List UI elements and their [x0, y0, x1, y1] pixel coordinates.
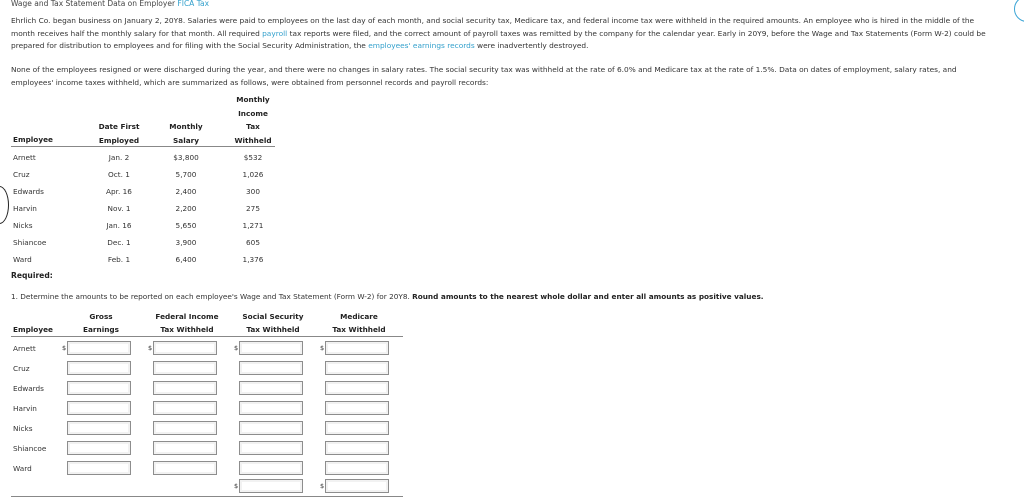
- medicare-total-input[interactable]: [325, 479, 389, 493]
- date-employed: Jan. 2: [108, 153, 130, 162]
- currency-symbol: $: [148, 344, 153, 352]
- currency-symbol: $: [234, 344, 239, 352]
- employee-name: Arnett: [13, 153, 36, 162]
- medicare-input[interactable]: [325, 421, 389, 435]
- answer-row: [11, 441, 403, 461]
- employee-name: Cruz: [13, 364, 30, 373]
- social-security-input[interactable]: [239, 361, 303, 375]
- header-employee: Employee: [13, 325, 53, 334]
- currency-symbol: $: [62, 344, 67, 352]
- currency-symbol: $: [320, 482, 325, 490]
- employee-name: Edwards: [13, 384, 44, 393]
- header-divider: [11, 146, 275, 147]
- question-1-instruction: Round amounts to the nearest whole dollar and enter all amounts as positive values.: [412, 292, 764, 301]
- answer-row: [11, 341, 403, 361]
- monthly-salary: 2,200: [175, 204, 197, 213]
- medicare-input[interactable]: [325, 381, 389, 395]
- problem-paragraph-2: None of the employees resigned or were discharged during the year, and there were no changes in salary rates. The social security tax was withheld at the rate of 6.0% and Medicare tax at the rate of 1.5%. Data on dates of employment, salary rates, and employees' income taxes withheld, which are summarized as follows, were obtained from personnel records and payroll records:: [11, 65, 957, 87]
- tax-withheld: 275: [246, 204, 260, 213]
- medicare-input[interactable]: [325, 461, 389, 475]
- tax-withheld: 1,376: [242, 255, 264, 264]
- date-employed: Dec. 1: [107, 238, 131, 247]
- header-gross-line1: Gross: [89, 312, 113, 321]
- employee-name: Edwards: [13, 187, 44, 196]
- header-ss-line1: Social Security: [242, 312, 304, 321]
- gross-earnings-input[interactable]: [67, 461, 131, 475]
- answer-row: [11, 381, 403, 401]
- federal-tax-input[interactable]: [153, 441, 217, 455]
- fica-tax-link[interactable]: FICA Tax: [177, 0, 210, 8]
- header-monthly-salary: [159, 120, 213, 147]
- question-1: [11, 292, 764, 301]
- page-title: [11, 0, 209, 8]
- table-row: [11, 238, 275, 254]
- gross-earnings-input[interactable]: [67, 361, 131, 375]
- table-row: [11, 204, 275, 220]
- federal-tax-input[interactable]: [153, 381, 217, 395]
- employee-name: Harvin: [13, 404, 37, 413]
- header-gross-earnings: [69, 310, 133, 336]
- date-employed: Oct. 1: [108, 170, 130, 179]
- medicare-input[interactable]: [325, 401, 389, 415]
- answer-row: [11, 401, 403, 421]
- para1-text-a: Ehrlich Co. began business on January 2, 20Y8. Salaries were paid to employees on the last day of each month, and social security tax, Medicare tax, and federal income tax were withheld in the required amounts. An employee who is hired in the middle of the month receives half the monthly salary for that month. All required: [11, 16, 975, 38]
- date-employed: Nov. 1: [107, 204, 131, 213]
- employee-name: Nicks: [13, 424, 33, 433]
- answer-row: [11, 361, 403, 381]
- social-security-input[interactable]: [239, 341, 303, 355]
- gross-earnings-input[interactable]: [67, 381, 131, 395]
- header-federal-income-tax: [149, 310, 225, 336]
- header-med-line2: Tax Withheld: [332, 325, 386, 334]
- table-row: [11, 221, 275, 237]
- federal-tax-input[interactable]: [153, 461, 217, 475]
- tax-withheld: 1,026: [242, 170, 264, 179]
- employee-name: Nicks: [13, 221, 33, 230]
- required-heading: Required:: [11, 271, 53, 280]
- employee-name: Arnett: [13, 344, 36, 353]
- gross-earnings-input[interactable]: [67, 401, 131, 415]
- employee-name: Shiancoe: [13, 238, 47, 247]
- date-employed: Jan. 16: [106, 221, 132, 230]
- table-row: [11, 170, 275, 186]
- employee-name: Shiancoe: [13, 444, 47, 453]
- header-social-security-tax: [235, 310, 311, 336]
- header-ss-line2: Tax Withheld: [246, 325, 300, 334]
- social-security-input[interactable]: [239, 381, 303, 395]
- employee-name: Harvin: [13, 204, 37, 213]
- table-row: [11, 187, 275, 203]
- gross-earnings-input[interactable]: [67, 341, 131, 355]
- tax-withheld: 1,271: [242, 221, 264, 230]
- employee-name: Ward: [13, 464, 32, 473]
- social-security-input[interactable]: [239, 421, 303, 435]
- side-bracket-arc: [0, 186, 9, 224]
- header-date-line1: Date First: [98, 122, 140, 131]
- answer-row: [11, 421, 403, 441]
- date-employed: Apr. 16: [106, 187, 132, 196]
- social-security-input[interactable]: [239, 401, 303, 415]
- answer-row: [11, 461, 403, 481]
- currency-symbol: $: [320, 344, 325, 352]
- monthly-salary: 3,900: [175, 238, 197, 247]
- monthly-salary: 5,700: [175, 170, 197, 179]
- date-employed: Feb. 1: [107, 255, 131, 264]
- tax-withheld: $532: [243, 153, 263, 162]
- title-text: Wage and Tax Statement Data on Employer: [11, 0, 178, 8]
- currency-symbol: $: [234, 482, 239, 490]
- social-security-input[interactable]: [239, 461, 303, 475]
- monthly-salary: 5,650: [175, 221, 197, 230]
- employee-name: Cruz: [13, 170, 30, 179]
- medicare-input[interactable]: [325, 361, 389, 375]
- header-tax-line4: Withheld: [234, 136, 272, 146]
- header-tax-line1: Monthly: [236, 95, 270, 104]
- monthly-salary: $3,800: [173, 153, 199, 162]
- header-divider: [11, 336, 403, 337]
- tax-withheld: 300: [246, 187, 260, 196]
- federal-tax-input[interactable]: [153, 361, 217, 375]
- table-row: [11, 153, 275, 169]
- header-tax-line3: Tax: [246, 122, 260, 132]
- header-salary-line2: Salary: [173, 135, 199, 145]
- employee-name: Ward: [13, 255, 32, 264]
- header-med-line1: Medicare: [340, 312, 378, 321]
- federal-tax-input[interactable]: [153, 421, 217, 435]
- header-employee: Employee: [13, 135, 53, 144]
- federal-tax-input[interactable]: [153, 341, 217, 355]
- para1-text-c: were inadvertently destroyed.: [474, 41, 589, 51]
- header-fed-line2: Tax Withheld: [160, 325, 214, 334]
- medicare-input[interactable]: [325, 341, 389, 355]
- earnings-records-link[interactable]: employees' earnings records: [368, 41, 475, 51]
- header-salary-line1: Monthly: [169, 122, 203, 131]
- tax-withheld: 605: [246, 238, 260, 247]
- social-security-total-input[interactable]: [239, 479, 303, 493]
- gross-earnings-input[interactable]: [67, 421, 131, 435]
- federal-tax-input[interactable]: [153, 401, 217, 415]
- header-fed-line1: Federal Income: [155, 312, 219, 321]
- social-security-input[interactable]: [239, 441, 303, 455]
- side-panel-toggle[interactable]: [1014, 0, 1024, 22]
- gross-earnings-input[interactable]: [67, 441, 131, 455]
- problem-paragraph-1: [11, 15, 989, 53]
- payroll-link[interactable]: payroll: [262, 28, 288, 38]
- medicare-input[interactable]: [325, 441, 389, 455]
- table-row: [11, 255, 275, 271]
- total-double-rule: [11, 496, 403, 497]
- monthly-salary: 2,400: [175, 187, 197, 196]
- header-gross-line2: Earnings: [83, 325, 119, 334]
- header-tax-line2: Income: [238, 108, 268, 118]
- header-date-line2: Employed: [98, 135, 140, 145]
- question-1-text: 1. Determine the amounts to be reported on each employee's Wage and Tax Statement (Form W-2) for 20Y8.: [11, 292, 413, 301]
- monthly-salary: 6,400: [175, 255, 197, 264]
- header-date-first-employed: [89, 120, 149, 147]
- para1-text-b: tax reports were filed, and the correct amount of payroll taxes was remitted by the company for the calendar year. Early in 20Y9, before the Wage and Tax Statements (Form W-2) could be prepared for distribution to employees and for filing with the Social Security Administration, the: [11, 28, 986, 51]
- header-income-tax-withheld: [227, 93, 279, 148]
- header-medicare-tax: [321, 310, 397, 336]
